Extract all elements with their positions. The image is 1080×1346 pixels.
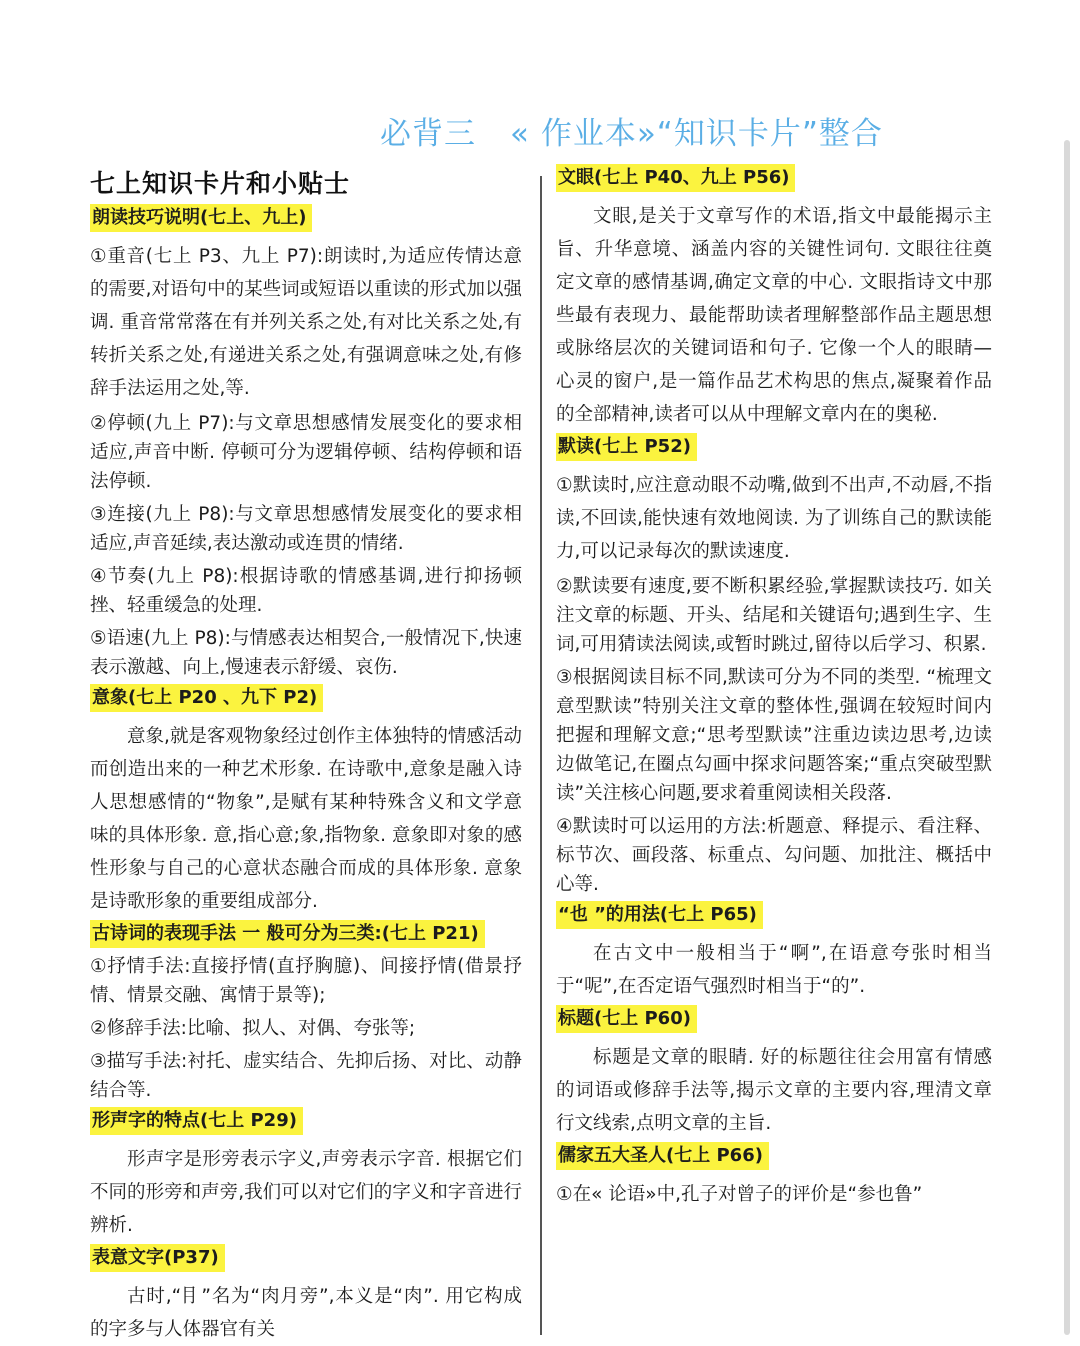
heading-ye-usage: “也 ”的用法(七上 P65) [556,901,763,929]
paragraph-imagery: 意象,就是客观物象经过创作主体独特的情感活动而创造出来的一种艺术形象. 在诗歌中,意象是融入诗人思想感情的“物象”,是赋有某种特殊含义和文学意味的具体形象. 意,指心意;象,指物象. 意象即对象的感性形象与自己的心意状态融合而成的具体形象. 意象是诗歌形象的重要组成部分. [90,726,522,912]
paragraph-lyric-techniques: ①抒情手法:直接抒情(直抒胸臆)、间接抒情(借景抒情、情景交融、寓情于景等); [90,956,522,1006]
heading-phonetic-characters: 形声字的特点(七上 P29) [90,1107,303,1135]
page-title-part2: « 作业本»“知识卡片”整合 [510,116,883,152]
paragraph-stress: ①重音(七上 P3、九上 P7):朗读时,为适应传情达意的需要,对语句中的某些词或短语以重读的形式加以强调. 重音常常落在有并列关系之处,有对比关系之处,有转折关系之处,有递进关系之处,有强调意味之处,有修辞手法运用之处,等. [90,246,522,399]
paragraph-ye-usage: 在古文中一般相当于“啊”,在语意夸张时相当于“呢”,在否定语气强烈时相当于“的”. [556,943,992,997]
paragraph-silent-reading-2: ②默读要有速度,要不断积累经验,掌握默读技巧. 如关注文章的标题、开头、结尾和关键语句;遇到生字、生词,可用猜读法阅读,或暂时跳过,留待以后学习、积累. [556,576,992,655]
left-column [90,160,522,1346]
section-title: 七上知识卡片和小贴士 [90,169,351,198]
page-title [380,108,1000,153]
heading-silent-reading: 默读(七上 P52) [556,433,697,461]
heading-text-eye: 文眼(七上 P40、九上 P56) [556,164,795,192]
paragraph-silent-reading-3: ③根据阅读目标不同,默读可分为不同的类型. “梳理文意型默读”特别关注文章的整体性,强调在较短时间内把握和理解文意;“思考型默读”注重边读边思考,边读边做笔记,在圈点勾画中探求问题答案;“重点突破型默读”关注核心问题,要求着重阅读相关段落. [556,667,992,804]
heading-title: 标题(七上 P60) [556,1005,697,1033]
paragraph-pause: ②停顿(九上 P7):与文章思想感情发展变化的要求相适应,声音中断. 停顿可分为逻辑停顿、结构停顿和语法停顿. [90,413,522,492]
page-title-part1: 必背三 [380,116,476,152]
heading-expression-techniques: 古诗词的表现手法 一 般可分为三类:(七上 P21) [90,920,485,948]
paragraph-title: 标题是文章的眼睛. 好的标题往往会用富有情感的词语或修辞手法等,揭示文章的主要内容,理清文章行文线索,点明文章的主旨. [556,1047,992,1134]
paragraph-text-eye: 文眼,是关于文章写作的术语,指文中最能揭示主旨、升华意境、涵盖内容的关键性词句. 文眼往往奠定文章的感情基调,确定文章的中心. 文眼指诗文中那些最有表现力、最能帮助读者理解整部作品主题思想或脉络层次的关键词语和句子. 它像一个人的眼睛—心灵的窗户,是一篇作品艺术构思的焦点,凝聚着作品的全部精神,读者可以从中理解文章内在的奥秘. [556,206,992,425]
paragraph-description-techniques: ③描写手法:衬托、虚实结合、先抑后扬、对比、动静结合等. [90,1051,522,1101]
heading-reading-skills: 朗读技巧说明(七上、九上) [90,204,312,232]
column-divider [540,176,542,1335]
heading-imagery: 意象(七上 P20 、九下 P2) [90,684,323,712]
paragraph-connection: ③连接(九上 P8):与文章思想感情发展变化的要求相适应,声音延续,表达激动或连贯的情绪. [90,504,522,554]
paragraph-ideographic-script: 古时,“⺝”名为“肉月旁”,本义是“肉”. 用它构成的字多与人体器官有关 [90,1286,522,1340]
paragraph-rhythm: ④节奏(九上 P8):根据诗歌的情感基调,进行抑扬顿挫、轻重缓急的处理. [90,566,522,616]
right-column [556,162,992,1211]
paragraph-silent-reading-1: ①默读时,应注意动眼不动嘴,做到不出声,不动唇,不指读,不回读,能快速有效地阅读. 为了训练自己的默读能力,可以记录每次的默读速度. [556,475,992,562]
paragraph-confucian-sages: ①在« 论语»中,孔子对曾子的评价是“参也鲁” [556,1184,923,1205]
paragraph-phonetic-characters: 形声字是形旁表示字义,声旁表示字音. 根据它们不同的形旁和声旁,我们可以对它们的字义和字音进行辨析. [90,1149,522,1236]
page-edge-shadow [1064,140,1070,1335]
heading-ideographic-script: 表意文字(P37) [90,1244,225,1272]
paragraph-silent-reading-4: ④默读时可以运用的方法:析题意、释提示、看注释、标节次、画段落、标重点、勾问题、加批注、概括中心等. [556,816,992,895]
paragraph-rhetoric-techniques: ②修辞手法:比喻、拟人、对偶、夸张等; [90,1018,416,1039]
paragraph-speed: ⑤语速(九上 P8):与情感表达相契合,一般情况下,快速表示激越、向上,慢速表示舒缓、哀伤. [90,628,522,678]
heading-confucian-sages: 儒家五大圣人(七上 P66) [556,1142,769,1170]
